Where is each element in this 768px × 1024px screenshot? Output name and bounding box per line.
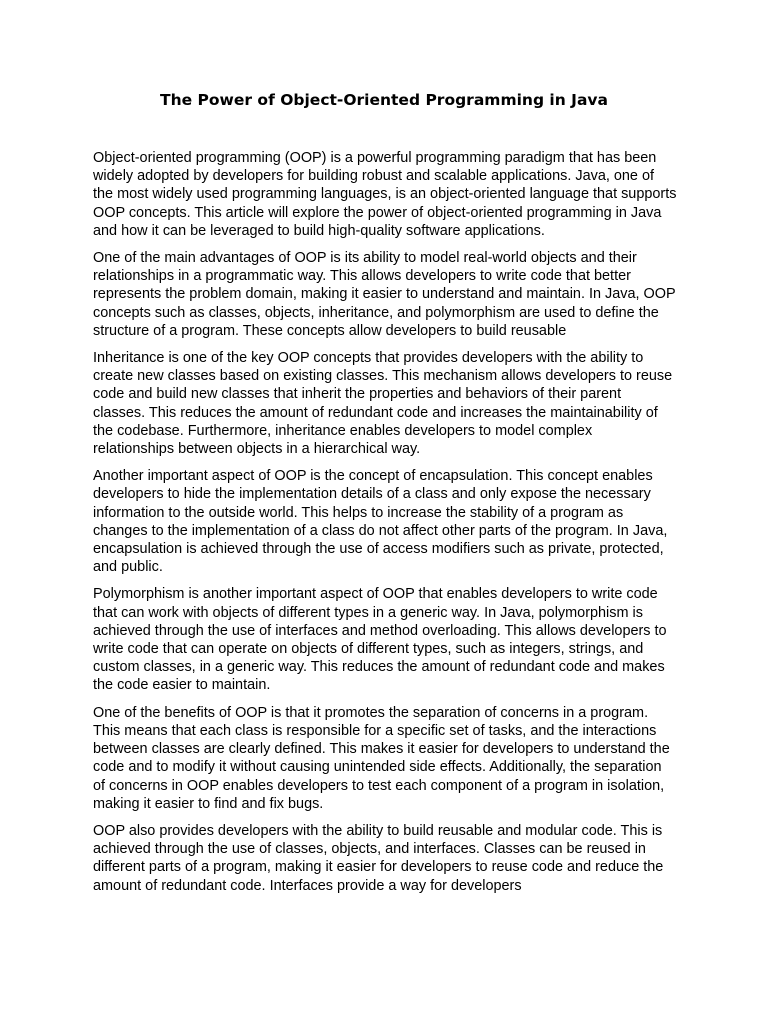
paragraph: One of the benefits of OOP is that it promotes the separation of concerns in a program. This means that each class is responsible for a specific set of tasks, and the interactions between classes are clearly defined. This makes it easier for developers to understand the code and to modify it without causing unintended side effects. Additionally, the separation of concerns in OOP enables developers to test each component of a program in isolation, making it easier to find and fix bugs. [93, 704, 670, 812]
paragraph: Object-oriented programming (OOP) is a powerful programming paradigm that has been widely adopted by developers for building robust and scalable applications. Java, one of the most widely used programming languages, is an object-oriented language that supports OOP concepts. This article will explore the power of object-oriented programming in Java and how it can be leveraged to build high-quality software applications. [93, 150, 677, 239]
paragraph: One of the main advantages of OOP is its ability to model real-world objects and their relationships in a programmatic way. This allows developers to write code that better represents the problem domain, making it easier to understand and maintain. In Java, OOP concepts such as classes, objects, inheritance, and polymorphism are used to define the structure of a program. These concepts allow developers to build reusable [93, 250, 676, 339]
document-title: The Power of Object-Oriented Programming in Java [160, 91, 608, 109]
paragraph: OOP also provides developers with the ability to build reusable and modular code. This is achieved through the use of classes, objects, and interfaces. Classes can be reused in different parts of a program, making it easier for developers to reuse code and reduce the amount of redundant code. Interfaces provide a way for developers [93, 822, 664, 894]
paragraph: Another important aspect of OOP is the concept of encapsulation. This concept enables developers to hide the implementation details of a class and only expose the necessary information to the outside world. This helps to increase the stability of a program as changes to the implementation of a class do not affect other parts of the program. In Java, encapsulation is achieved through the use of access modifiers such as private, protected, and public. [93, 468, 668, 576]
paragraph: Inheritance is one of the key OOP concepts that provides developers with the ability to create new classes based on existing classes. This mechanism allows developers to reuse code and build new classes that inherit the properties and behaviors of their parent classes. This reduces the amount of redundant code and increases the maintainability of the codebase. Furthermore, inheritance enables developers to model complex relationships between objects in a hierarchical way. [93, 350, 673, 458]
paragraph: Polymorphism is another important aspect of OOP that enables developers to write code that can work with objects of different types in a generic way. In Java, polymorphism is achieved through the use of interfaces and method overloading. This allows developers to write code that can operate on objects of different types, such as integers, strings, and custom classes, in a generic way. This reduces the amount of redundant code and makes the code easier to maintain. [93, 586, 667, 694]
document-body [93, 149, 677, 904]
